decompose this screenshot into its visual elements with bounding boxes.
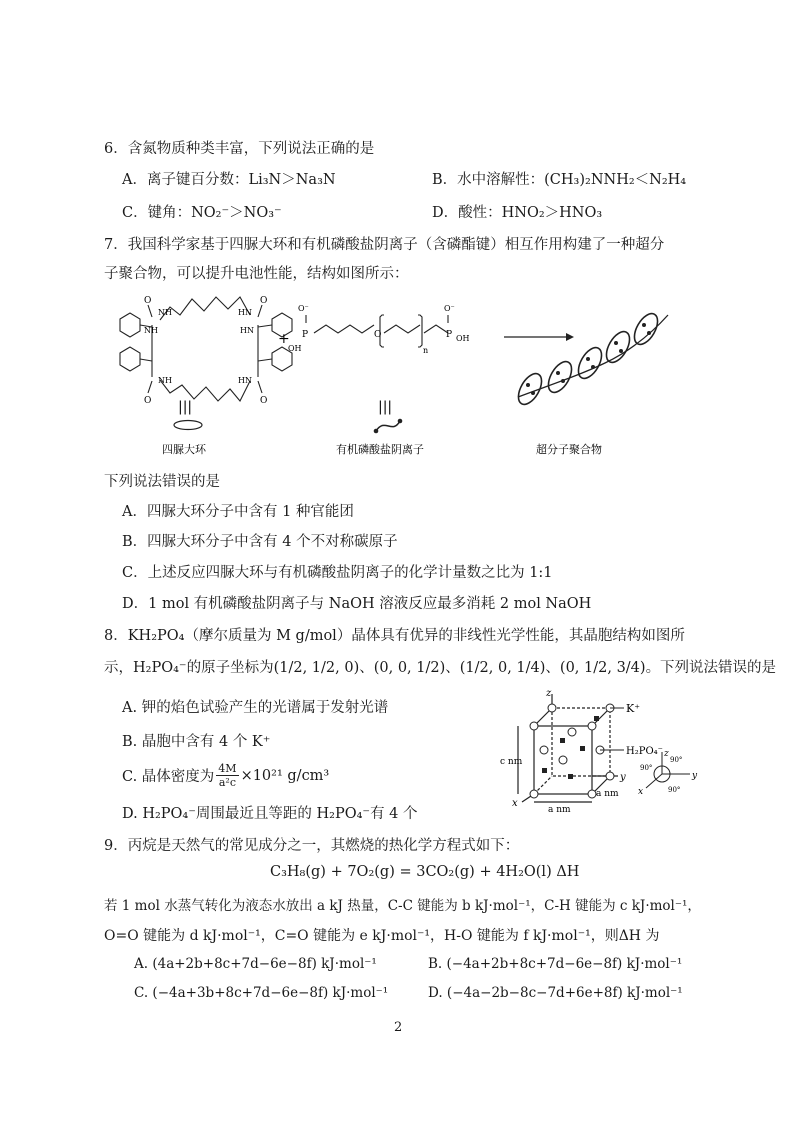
equiv-mark-2: ||| [378, 399, 393, 415]
urea-nh-1: NH [158, 308, 172, 317]
q9-option-a: A. (4a+2b+8c+7d−6e−8f) kJ·mol⁻¹ [134, 956, 377, 972]
urea-nh-2: NH [144, 326, 158, 335]
q7-stem-line1: 7．我国科学家基于四脲大环和有机磷酸盐阴离子（含磷酯键）相互作用构建了一种超分 [104, 237, 665, 253]
repeat-n: n [423, 346, 429, 355]
p2-o-minus: O⁻ [444, 304, 455, 313]
angle-z-label: z [664, 749, 669, 759]
label-polymer: 超分子聚合物 [536, 443, 602, 456]
p1-oh: OH [288, 344, 302, 353]
label-tetraurea: 四脲大环 [162, 443, 206, 456]
fraction-numerator: 4M [218, 762, 237, 775]
urea-o-1: O [144, 296, 152, 306]
q6-option-c: C．键角：NO₂⁻＞NO₃⁻ [122, 205, 282, 221]
k-ion-label: K⁺ [626, 702, 641, 715]
q8-c-suffix: ×10²¹ g/cm³ [240, 767, 330, 784]
q6-option-d: D．酸性：HNO₂＞HNO₃ [432, 205, 603, 221]
angle-label-1: 90° [640, 764, 653, 772]
q7-prompt: 下列说法错误的是 [104, 474, 220, 490]
c-dimension-label: c nm [500, 757, 523, 767]
urea-hn-3: HN [238, 376, 252, 385]
x-axis-label: x [512, 798, 518, 809]
axes-angle-diagram [634, 748, 704, 798]
angle-label-3: 90° [668, 786, 681, 794]
a-dimension-label-2: a nm [596, 789, 619, 799]
anion-symbol [376, 421, 400, 431]
q9-line2: O=O 键能为 d kJ·mol⁻¹，C=O 键能为 e kJ·mol⁻¹，H-O 键能为 f kJ·mol⁻¹，则ΔH 为 [104, 928, 660, 944]
page-number: 2 [394, 1020, 403, 1035]
ether-o: O [374, 330, 382, 340]
q9-stem: 9．丙烷是天然气的常见成分之一，其燃烧的热化学方程式如下： [104, 838, 520, 854]
q9-line1: 若 1 mol 水蒸气转化为液态水放出 a kJ 热量，C-C 键能为 b kJ·mol⁻¹，C-H 键能为 c kJ·mol⁻¹， [104, 898, 701, 914]
q9-option-b: B. (−4a+2b+8c+7d−6e−8f) kJ·mol⁻¹ [428, 956, 683, 972]
angle-y-label: y [692, 771, 698, 781]
density-fraction [216, 762, 238, 789]
anion-label: H₂PO₄⁻ [626, 746, 663, 757]
urea-o-3: O [144, 396, 152, 406]
a-dimension-label-1: a nm [548, 805, 571, 815]
q7-option-b: B．四脲大环分子中含有 4 个不对称碳原子 [122, 534, 398, 550]
q9-option-d: D. (−4a−2b−8c−7d+6e+8f) kJ·mol⁻¹ [428, 985, 683, 1001]
angle-label-2: 90° [670, 756, 683, 764]
fraction-denominator: a²c [218, 776, 236, 789]
urea-hn-1: HN [238, 308, 252, 317]
q9-option-c: C. (−4a+3b+8c+7d−6e−8f) kJ·mol⁻¹ [134, 985, 389, 1001]
p1-atom: P [302, 330, 309, 340]
q8-option-a: A. 钾的焰色试验产生的光谱属于发射光谱 [122, 700, 389, 716]
y-axis-label: y [620, 772, 626, 783]
q7-option-a: A．四脲大环分子中含有 1 种官能团 [122, 504, 354, 520]
urea-o-4: O [260, 396, 268, 406]
q6-option-a: A．离子键百分数：Li₃N＞Na₃N [122, 172, 336, 188]
angle-x-label: x [638, 787, 644, 797]
q8-stem-pre: 示，H₂PO₄⁻的原子坐标为 [104, 660, 274, 676]
q8-option-c [122, 762, 329, 789]
label-anion: 有机磷酸盐阴离子 [336, 443, 424, 456]
supramolecular-figure [100, 285, 690, 470]
q6-option-b: B．水中溶解性：(CH₃)₂NNH₂＜N₂H₄ [432, 172, 687, 188]
equiv-mark-1: ||| [178, 399, 193, 415]
p2-atom: P [446, 330, 453, 340]
p2-oh: OH [456, 334, 470, 343]
p1-o-minus: O⁻ [298, 304, 309, 313]
q8-coordinates: (1/2, 1/2, 0)、(0, 0, 1/2)、(1/2, 0, 1/4)、(0, 1/2, 3/4) [273, 660, 646, 676]
plus-sign: + [278, 331, 290, 347]
urea-nh-3: NH [158, 376, 172, 385]
q7-option-c: C．上述反应四脲大环与有机磷酸盐阴离子的化学计量数之比为 1:1 [122, 565, 553, 581]
urea-hn-2: HN [240, 326, 254, 335]
q8-c-prefix: C. 晶体密度为 [122, 769, 215, 785]
q8-stem-line1: 8．KH₂PO₄（摩尔质量为 M g/mol）晶体具有优异的非线性光学性能，其晶胞结构如图所 [104, 628, 685, 644]
tetraurea-macrocycle [120, 297, 292, 401]
q8-option-b: B. 晶胞中含有 4 个 K⁺ [122, 734, 271, 750]
q8-stem-post: 。下列说法错误的是 [645, 660, 777, 676]
q9-equation: C₃H₈(g) + 7O₂(g) = 3CO₂(g) + 4H₂O(l) ΔH [270, 864, 580, 880]
q6-stem: 6．含氮物质种类丰富，下列说法正确的是 [104, 141, 375, 157]
ring-symbol [174, 421, 202, 430]
urea-o-2: O [260, 296, 268, 306]
q7-option-d: D．1 mol 有机磷酸盐阴离子与 NaOH 溶液反应最多消耗 2 mol NaOH [122, 596, 592, 612]
supramolecular-polymer [514, 310, 668, 408]
z-axis-label: z [546, 688, 552, 699]
q8-stem-line2 [104, 656, 776, 677]
q7-stem-line2: 子聚合物，可以提升电池性能，结构如图所示： [104, 266, 409, 282]
q8-option-d: D. H₂PO₄⁻周围最近且等距的 H₂PO₄⁻有 4 个 [122, 806, 418, 822]
